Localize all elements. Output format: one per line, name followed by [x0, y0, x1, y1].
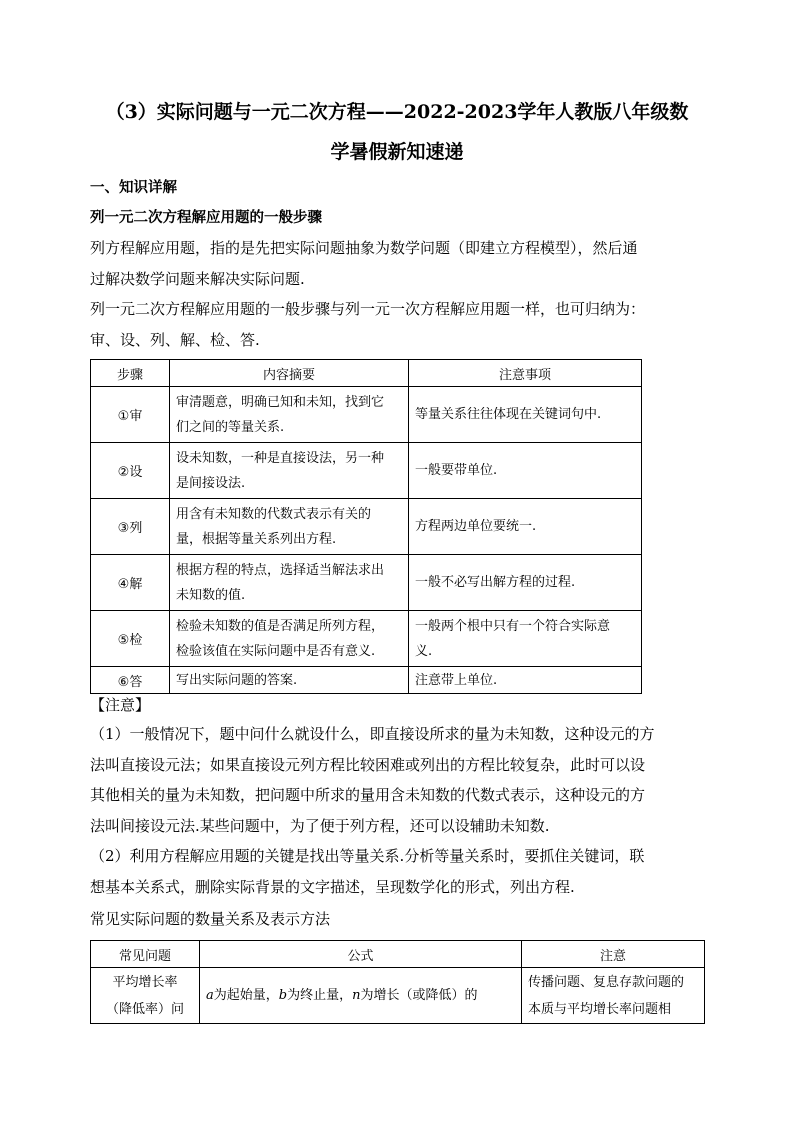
cell-line: 是间接设法.	[176, 475, 246, 491]
header-step: 步骤	[91, 360, 170, 387]
table-row	[91, 611, 642, 667]
document-title	[90, 92, 704, 172]
cell-line: 用含有未知数的代数式表示有关的	[176, 506, 372, 522]
header-notes: 注意事项	[409, 360, 642, 387]
cell-line: 未知数的值.	[176, 587, 246, 603]
summary-cell	[170, 555, 409, 611]
cell-line: 一般两个根中只有一个符合实际意	[415, 618, 611, 634]
step-cell: ④解	[91, 555, 170, 611]
note-cell	[409, 555, 642, 611]
header-formula: 公式	[200, 941, 522, 968]
summary-cell	[170, 611, 409, 667]
table-row	[91, 499, 642, 555]
formula-text: 为增长（或降低）的	[360, 988, 478, 1003]
text-line: （2）利用方程解应用题的关键是找出等量关系.分析等量关系时，要抓住关键词，联	[90, 847, 645, 865]
variable-n: n	[352, 988, 361, 1003]
summary-cell	[170, 499, 409, 555]
header-summary: 内容摘要	[170, 360, 409, 387]
text-line: 审、设、列、解、检、答.	[90, 330, 260, 349]
step-cell: ⑤检	[91, 611, 170, 667]
cell-line: 注意带上单位.	[415, 672, 498, 688]
note-cell	[522, 968, 705, 1024]
cell-line: 写出实际问题的答案.	[176, 672, 298, 688]
cell-line: 们之间的等量关系.	[176, 419, 285, 435]
cell-line: 一般不必写出解方程的过程.	[415, 575, 576, 590]
text-line: 法叫直接设元法；如果直接设元列方程比较困难或列出的方程比较复杂，此时可以设	[90, 755, 646, 774]
summary-cell	[170, 443, 409, 499]
subheading: 列一元二次方程解应用题的一般步骤	[90, 210, 322, 226]
step-cell: ①审	[91, 387, 170, 443]
cell-line: 设未知数，一种是直接设法，另一种	[176, 450, 385, 466]
section-heading: 一、知识详解	[90, 180, 177, 196]
note-cell	[409, 443, 642, 499]
table-row	[91, 387, 642, 443]
formula-text: 为终止量，	[287, 988, 353, 1003]
cell-line: 方程两边单位要统一.	[415, 519, 537, 534]
note-cell	[409, 499, 642, 555]
step-cell: ②设	[91, 443, 170, 499]
table-header-row	[91, 941, 705, 968]
cell-line: 审清题意，明确已知和未知，找到它	[176, 394, 385, 410]
common-problems-table	[90, 940, 705, 1024]
common-problems-heading: 常见实际问题的数量关系及表示方法	[90, 910, 331, 928]
title-line-2: 学暑假新知速递	[330, 141, 464, 163]
cell-line: 检验未知数的值是否满足所列方程，	[176, 618, 385, 634]
step-cell: ⑥答	[91, 667, 170, 694]
cell-line: 一般要带单位.	[415, 463, 498, 478]
note-cell	[409, 387, 642, 443]
table-header-row	[91, 360, 642, 387]
title-line-1: （3）实际问题与一元二次方程——2022-2023学年人教版八年级数	[105, 101, 689, 123]
cell-line: 等量关系往往体现在关键词句中.	[415, 407, 602, 422]
variable-a: a	[206, 988, 214, 1003]
steps-table	[90, 359, 642, 694]
formula-text: 为起始量，	[213, 988, 279, 1003]
text-line: 法叫间接设元法.某些问题中，为了便于列方程，还可以设辅助未知数.	[90, 816, 550, 835]
table-row	[91, 555, 642, 611]
notice-paragraph	[90, 719, 702, 902]
cell-line: 平均增长率	[112, 974, 178, 990]
header-note: 注意	[522, 941, 705, 968]
cell-line: （降低率）问	[105, 1001, 184, 1017]
text-line: 列一元二次方程解应用题的一般步骤与列一元一次方程解应用题一样，也可归纳为：	[90, 300, 646, 318]
cell-line: 义.	[415, 643, 433, 659]
text-line: 想基本关系式，删除实际背景的文字描述，呈现数学化的形式，列出方程.	[90, 877, 575, 896]
text-line: 过解决数学问题来解决实际问题.	[90, 269, 305, 288]
cell-line: 检验该值在实际问题中是否有意义.	[176, 643, 376, 659]
summary-cell	[170, 387, 409, 443]
cell-line: 量，根据等量关系列出方程.	[176, 531, 337, 547]
cell-line: 根据方程的特点，选择适当解法求出	[176, 562, 385, 578]
step-cell: ③列	[91, 499, 170, 555]
table-row	[91, 443, 642, 499]
header-problem: 常见问题	[91, 941, 200, 968]
variable-b: b	[278, 988, 288, 1003]
table-row	[91, 968, 705, 1024]
note-cell	[409, 611, 642, 667]
formula-cell	[200, 968, 522, 1024]
cell-line: 传播问题、复息存款问题的	[528, 974, 685, 990]
intro-paragraph	[90, 233, 702, 355]
problem-cell	[91, 968, 200, 1024]
text-line: （1）一般情况下，题中问什么就设什么，即直接设所求的量为未知数，这种设元的方	[90, 725, 655, 743]
notice-label: 【注意】	[90, 696, 151, 714]
text-line: 列方程解应用题，指的是先把实际问题抽象为数学问题（即建立方程模型），然后通	[90, 239, 638, 257]
cell-line: 本质与平均增长率问题相	[528, 1001, 672, 1017]
text-line: 其他相关的量为未知数，把问题中所求的量用含未知数的代数式表示，这种设元的方	[90, 786, 646, 804]
